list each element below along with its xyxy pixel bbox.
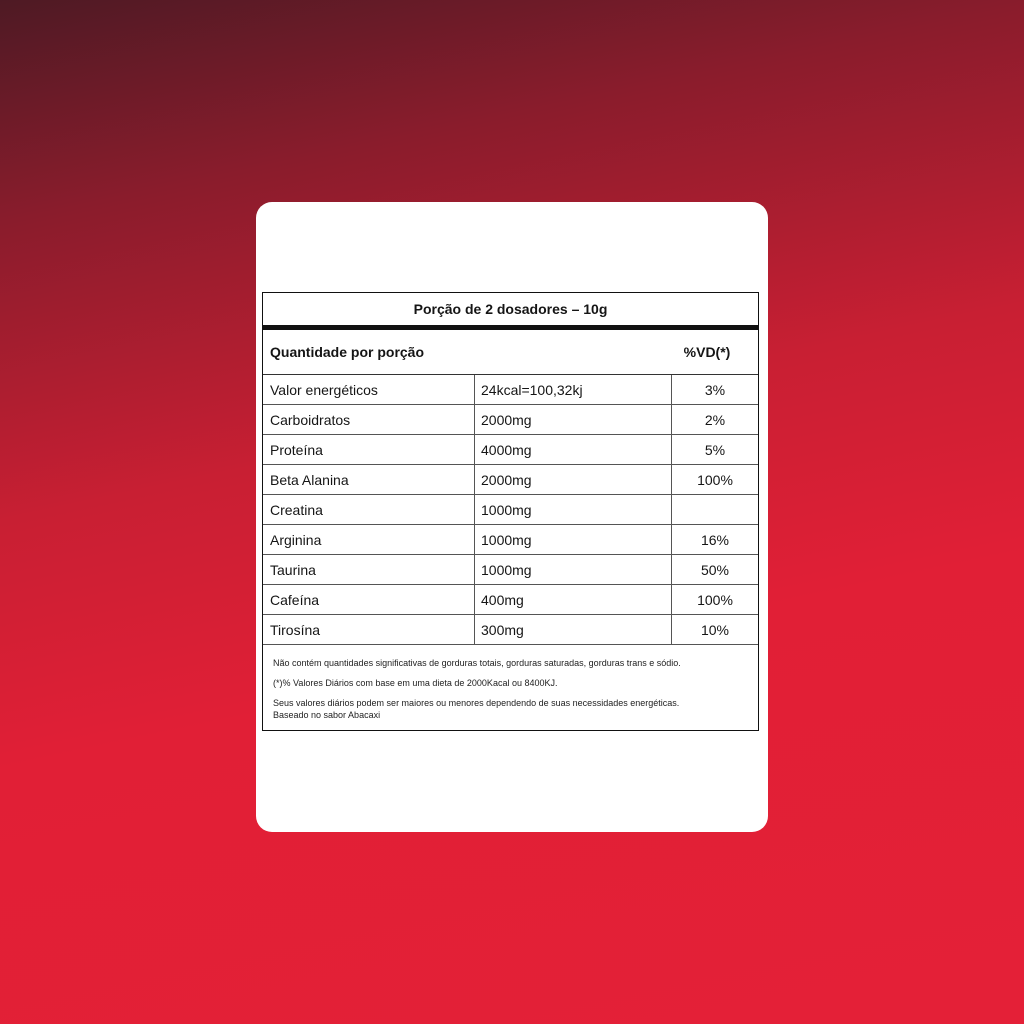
nutrient-name: Taurina [263, 555, 475, 585]
nutrient-amount: 1000mg [475, 555, 672, 585]
nutrient-name: Proteína [263, 435, 475, 465]
nutrient-vd: 50% [672, 555, 759, 585]
nutrient-amount: 2000mg [475, 405, 672, 435]
table-row [263, 405, 758, 435]
table-row [263, 585, 758, 615]
nutrient-amount: 400mg [475, 585, 672, 615]
nutrient-name: Cafeína [263, 585, 475, 615]
nutrient-amount: 300mg [475, 615, 672, 645]
nutrient-name: Beta Alanina [263, 465, 475, 495]
portion-title: Porção de 2 dosadores – 10g [413, 301, 608, 317]
header-quantity-label: Quantidade por porção [270, 344, 425, 360]
nutrient-vd: 100% [672, 585, 759, 615]
footnote-variance: Seus valores diários podem ser maiores ou menores dependendo de suas necessidades energéticas. [273, 698, 680, 708]
nutrient-vd: 5% [672, 435, 759, 465]
table-header [263, 330, 758, 375]
nutrient-amount: 2000mg [475, 465, 672, 495]
label-card [256, 202, 768, 832]
nutrient-vd: 100% [672, 465, 759, 495]
nutrient-vd: 10% [672, 615, 759, 645]
footnote-daily-values: (*)% Valores Diários com base em uma dieta de 2000Kacal ou 8400KJ. [273, 678, 558, 688]
nutrient-name: Tirosína [263, 615, 475, 645]
table-row [263, 435, 758, 465]
nutrient-vd: 16% [672, 525, 759, 555]
nutrient-vd [672, 495, 759, 525]
nutrient-amount: 4000mg [475, 435, 672, 465]
nutrition-facts-label [262, 292, 759, 731]
table-row [263, 525, 758, 555]
nutrient-amount: 1000mg [475, 525, 672, 555]
nutrient-name: Creatina [263, 495, 475, 525]
nutrient-name: Arginina [263, 525, 475, 555]
footnotes [263, 645, 758, 721]
footnote-flavor: Baseado no sabor Abacaxi [273, 710, 381, 720]
table-row [263, 615, 758, 645]
nutrient-amount: 24kcal=100,32kj [475, 375, 672, 405]
footnote-no-significant: Não contém quantidades significativas de gorduras totais, gorduras saturadas, gorduras trans e sódio. [273, 658, 681, 668]
nutrient-name: Carboidratos [263, 405, 475, 435]
header-vd-label: %VD(*) [683, 344, 731, 360]
table-row [263, 495, 758, 525]
table-row [263, 375, 758, 405]
nutrient-amount: 1000mg [475, 495, 672, 525]
nutrient-name: Valor energéticos [263, 375, 475, 405]
table-row [263, 465, 758, 495]
table-row [263, 555, 758, 585]
nutrition-table [263, 375, 758, 645]
nutrient-vd: 3% [672, 375, 759, 405]
nutrient-vd: 2% [672, 405, 759, 435]
